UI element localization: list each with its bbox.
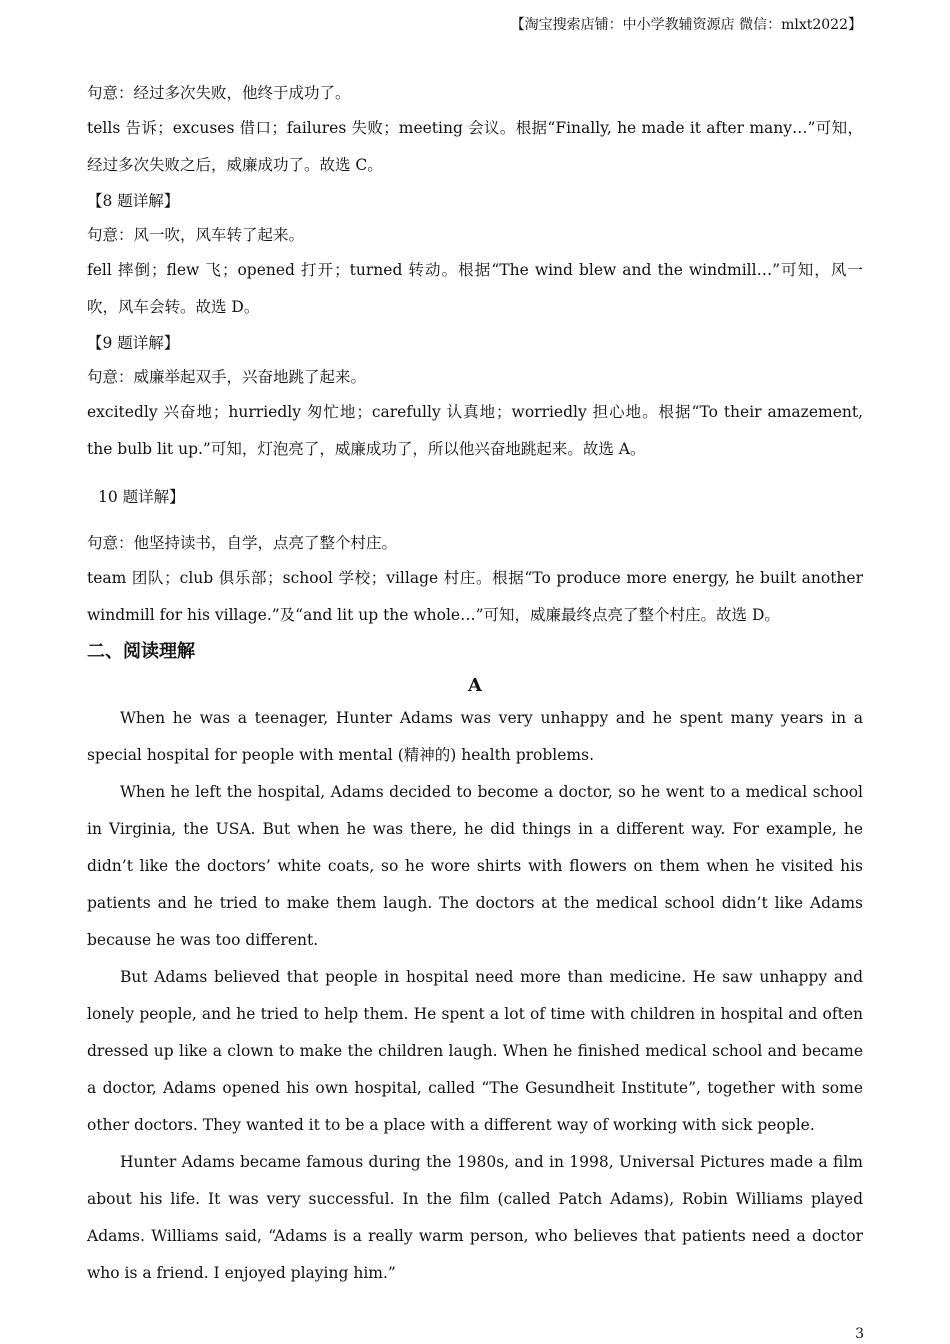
passage-paragraph: When he was a teenager, Hunter Adams was very unhappy and he spent many years in a special hospital for people with mental (精神的) health problems. <box>87 709 863 764</box>
page-content <box>87 76 863 1292</box>
q7-meaning: 句意：经过多次失败，他终于成功了。 <box>87 84 351 102</box>
spacer <box>87 468 863 480</box>
q9-title: 【9 题详解】 <box>87 334 180 352</box>
q8-meaning: 句意：风一吹，风车转了起来。 <box>87 226 305 244</box>
passage-paragraph: But Adams believed that people in hospital need more than medicine. He saw unhappy and lonely people, and he tried to help them. He spent a lot of time with children in hospital and often dressed up like a clown to make the children laugh. When he finished medical school and became a doctor, Adams opened his own hospital, called “The Gesundheit Institute”, together with some other doctors. They wanted it to be a place with a different way of working with sick people. <box>87 968 863 1134</box>
page-number: 3 <box>855 1326 864 1342</box>
passage-paragraph: When he left the hospital, Adams decided to become a doctor, so he went to a medical school in Virginia, the USA. But when he was there, he did things in a different way. For example, he didn’t like the doctors’ white coats, so he wore shirts with flowers on them when he visited his patients and he tried to make them laugh. The doctors at the medical school didn’t like Adams because he was too different. <box>87 783 863 949</box>
q10-meaning: 句意：他坚持读书，自学，点亮了整个村庄。 <box>87 534 398 552</box>
page-header: 【淘宝搜索店铺：中小学教辅资源店 微信：mlxt2022】 <box>510 17 862 33</box>
passage-label: A <box>468 675 482 696</box>
q10-explanation: team 团队；club 俱乐部；school 学校；village 村庄。根据“To produce more energy, he built another windmill for his village.”及“and lit up the whole…”可知，威廉最终点亮了整个村庄。故选 D。 <box>87 569 863 624</box>
spacer <box>87 514 863 526</box>
q9-meaning: 句意：威廉举起双手，兴奋地跳了起来。 <box>87 368 367 386</box>
q7-explanation: tells 告诉；excuses 借口；failures 失败；meeting 会议。根据“Finally, he made it after many…”可知，经过多次失败之后，威廉成功了。故选 C。 <box>87 119 863 174</box>
q8-explanation: fell 摔倒；flew 飞；opened 打开；turned 转动。根据“The wind blew and the windmill…”可知，风一吹，风车会转。故选 D。 <box>87 261 863 316</box>
q10-title: 10 题详解】 <box>98 488 185 506</box>
q8-title: 【8 题详解】 <box>87 192 180 210</box>
passage-paragraph: Hunter Adams became famous during the 1980s, and in 1998, Universal Pictures made a film about his life. It was very successful. In the film (called Patch Adams), Robin Williams played Adams. Williams said, “Adams is a really warm person, who believes that patients need a doctor who is a friend. I enjoyed playing him.” <box>87 1153 863 1282</box>
section-title: 二、阅读理解 <box>87 641 195 662</box>
q9-explanation: excitedly 兴奋地；hurriedly 匆忙地；carefully 认真地；worriedly 担心地。根据“To their amazement, the bulb lit up.”可知，灯泡亮了，威廉成功了，所以他兴奋地跳起来。故选 A。 <box>87 403 863 458</box>
